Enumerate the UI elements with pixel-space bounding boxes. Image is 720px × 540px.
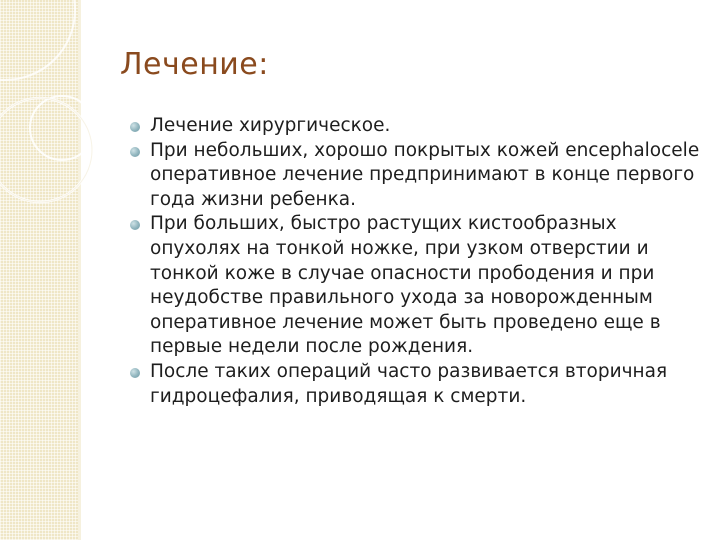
bullet-item [150,212,705,360]
bullet-text: При небольших, хорошо покрытых кожей encephalocele оперативное лечение предпринимают в конце первого года жизни ребенка. [150,139,700,210]
bullet-text: Лечение хирургическое. [150,115,391,136]
bullet-dot-icon [130,122,140,132]
bullet-item [150,114,705,139]
bullet-text: После таких операций часто развивается вторичная гидроцефалия, приводящая к смерти. [150,360,668,407]
bullet-item [150,360,705,409]
slide-title: Лечение: [120,47,269,82]
bullet-dot-icon [130,368,140,378]
bullet-text: При больших, быстро растущих кистообразных опухолях на тонкой ножке, при узком отверстии и тонкой коже в случае опасности прободения и при неудобстве правильного ухода за новорожденным оперативное лечение может быть проведено еще в первые недели после рождения. [150,213,661,358]
bullet-list [150,114,705,409]
decorative-circles [0,0,160,230]
bullet-item [150,139,705,213]
bullet-dot-icon [130,147,140,157]
